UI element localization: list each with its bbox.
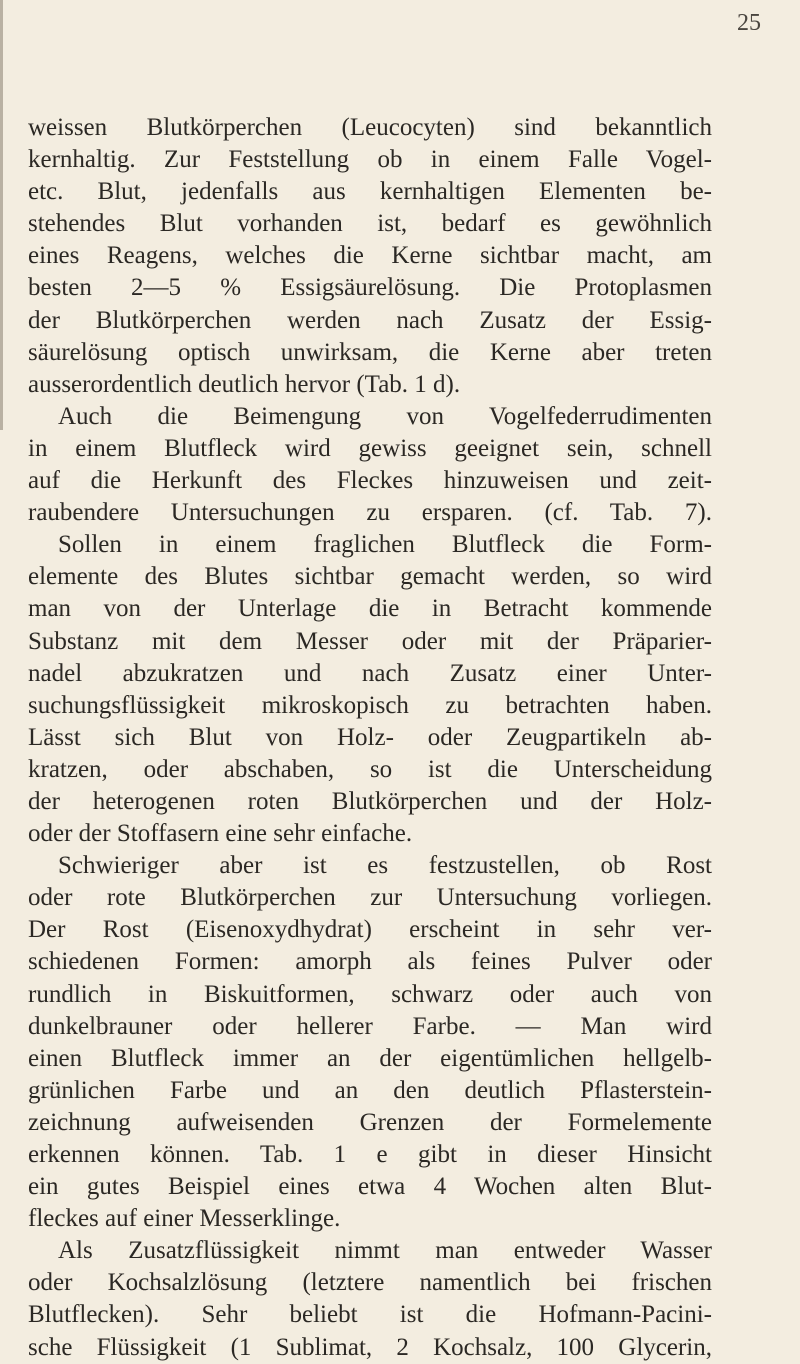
- page-number: 25: [737, 10, 761, 36]
- text-line: weissen Blutkörperchen (Leucocyten) sind bekanntlich: [28, 114, 712, 141]
- text-line: Auch die Beimengung von Vogelfederrudimenten: [58, 402, 712, 430]
- page-edge-shadow: [0, 0, 3, 430]
- body-text: [28, 112, 712, 1364]
- text-line: dunkelbrauner oder hellerer Farbe. — Man wird: [28, 1012, 712, 1040]
- text-line: Sollen in einem fraglichen Blutfleck die Form-: [58, 531, 712, 559]
- text-line: der heterogenen roten Blutkörperchen und der Holz-: [28, 787, 712, 815]
- text-line: rundlich in Biskuitformen, schwarz oder auch von: [28, 980, 712, 1008]
- text-line: besten 2—5 % Essigsäurelösung. Die Protoplasmen: [28, 274, 712, 302]
- text-line: erkennen können. Tab. 1 e gibt in dieser Hinsicht: [28, 1141, 712, 1168]
- text-line: kratzen, oder abschaben, so ist die Unterscheidung: [28, 755, 712, 783]
- text-line: Substanz mit dem Messer oder mit der Präparier-: [28, 627, 712, 655]
- text-line: oder der Stoffasern eine sehr einfache.: [28, 820, 413, 848]
- text-line: der Blutkörperchen werden nach Zusatz der Essig-: [28, 306, 712, 334]
- text-line: auf die Herkunft des Fleckes hinzuweisen und zeit-: [28, 467, 712, 495]
- text-line: fleckes auf einer Messerklinge.: [28, 1205, 341, 1233]
- text-line: säurelösung optisch unwirksam, die Kerne aber treten: [28, 338, 712, 366]
- text-line: etc. Blut, jedenfalls aus kernhaltigen Elementen be-: [28, 178, 712, 206]
- text-line: grünlichen Farbe und an den deutlich Pflasterstein-: [28, 1076, 712, 1104]
- text-line: Als Zusatzflüssigkeit nimmt man entweder Wasser: [58, 1237, 712, 1265]
- text-line: suchungsflüssigkeit mikroskopisch zu betrachten haben.: [28, 691, 712, 719]
- text-line: schiedenen Formen: amorph als feines Pulver oder: [28, 948, 712, 976]
- text-line: man von der Unterlage die in Betracht kommende: [28, 595, 712, 623]
- text-line: ausserordentlich deutlich hervor (Tab. 1 d).: [28, 370, 461, 398]
- text-line: eines Reagens, welches die Kerne sichtbar macht, am: [28, 242, 712, 270]
- text-line: elemente des Blutes sichtbar gemacht werden, so wird: [28, 563, 712, 591]
- text-line: oder rote Blutkörperchen zur Untersuchung vorliegen.: [28, 884, 712, 912]
- text-line: sche Flüssigkeit (1 Sublimat, 2 Kochsalz, 100 Glycerin,: [28, 1333, 712, 1361]
- text-line: Schwieriger aber ist es festzustellen, ob Rost: [58, 852, 712, 880]
- text-line: raubendere Untersuchungen zu ersparen. (cf. Tab. 7).: [28, 499, 712, 527]
- text-line: Lässt sich Blut von Holz- oder Zeugpartikeln ab-: [28, 723, 712, 751]
- text-line: in einem Blutfleck wird gewiss geeignet sein, schnell: [28, 434, 712, 462]
- text-line: Der Rost (Eisenoxydhydrat) erscheint in sehr ver-: [28, 916, 712, 944]
- text-line: ein gutes Beispiel eines etwa 4 Wochen alten Blut-: [28, 1173, 712, 1201]
- text-line: einen Blutfleck immer an der eigentümlichen hellgelb-: [28, 1044, 712, 1072]
- text-line: Blutflecken). Sehr beliebt ist die Hofmann-Pacini-: [28, 1301, 712, 1329]
- text-line: stehendes Blut vorhanden ist, bedarf es gewöhnlich: [28, 210, 712, 238]
- text-line: nadel abzukratzen und nach Zusatz einer Unter-: [28, 659, 712, 687]
- text-line: kernhaltig. Zur Feststellung ob in einem Falle Vogel-: [28, 146, 712, 174]
- text-line: oder Kochsalzlösung (letztere namentlich bei frischen: [28, 1269, 712, 1297]
- text-line: zeichnung aufweisenden Grenzen der Formelemente: [28, 1108, 712, 1136]
